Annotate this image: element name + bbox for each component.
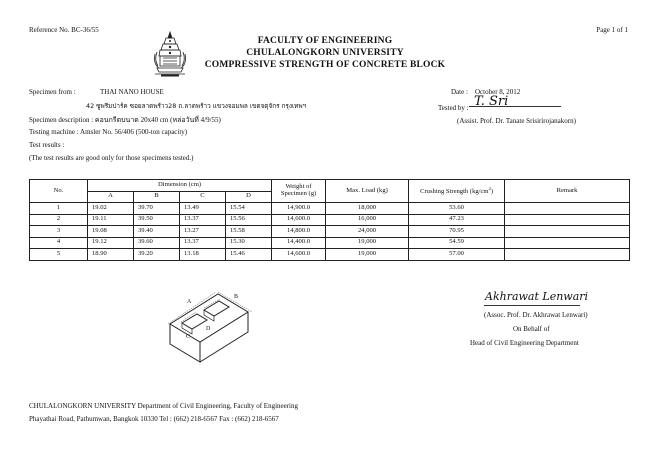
approver-signature: Akhrawat Lenwari xyxy=(485,290,589,303)
row-c: 13.49 xyxy=(180,203,226,215)
diagram-label-a: A xyxy=(187,299,192,305)
row-strength: 70.95 xyxy=(409,226,505,238)
row-d: 15.46 xyxy=(226,249,272,261)
row-load: 18,000 xyxy=(326,203,409,215)
header-a: A xyxy=(88,191,134,203)
tester-name: (Assist. Prof. Dr. Tanate Srisirirojanakorn) xyxy=(457,117,576,125)
header-crushing-strength xyxy=(409,180,505,203)
specimen-from-value: THAI NANO HOUSE xyxy=(100,88,164,96)
row-b: 39.40 xyxy=(134,226,180,238)
row-strength: 47.23 xyxy=(409,214,505,226)
row-d: 15.54 xyxy=(226,203,272,215)
specimen-from-label: Specimen from : xyxy=(29,88,76,96)
header-crushing-sup: 2 xyxy=(488,185,491,191)
row-remark xyxy=(505,249,630,261)
approver-signature-line xyxy=(484,305,580,306)
row-a: 18.90 xyxy=(88,249,134,261)
row-a: 19.11 xyxy=(88,214,134,226)
row-b: 39.50 xyxy=(134,214,180,226)
diagram-label-b: B xyxy=(234,294,239,300)
row-weight: 14,600.0 xyxy=(272,214,326,226)
header-dimension: Dimension (cm) xyxy=(88,180,272,192)
header-weight-line2: Specimen (g) xyxy=(280,190,317,197)
results-table xyxy=(29,179,630,261)
header-c: C xyxy=(180,191,226,203)
row-no: 3 xyxy=(30,226,88,238)
date-label: Date : xyxy=(451,88,468,96)
row-remark xyxy=(505,237,630,249)
row-load: 19,000 xyxy=(326,249,409,261)
row-d: 15.30 xyxy=(226,237,272,249)
row-b: 39.70 xyxy=(134,203,180,215)
row-c: 13.27 xyxy=(180,226,226,238)
row-c: 13.37 xyxy=(180,214,226,226)
approver-name: (Assoc. Prof. Dr. Akhrawat Lenwari) xyxy=(484,311,588,319)
row-no: 4 xyxy=(30,237,88,249)
concrete-block-diagram xyxy=(160,282,270,372)
footer-line1: CHULALONGKORN UNIVERSITY Department of Civil Engineering, Faculty of Engineering xyxy=(29,402,298,410)
footer-line2: Phayathai Road, Pathumwan, Bangkok 10330 Tel : (662) 218-6567 Fax : (662) 218-6567 xyxy=(29,415,279,423)
university-title: CHULALONGKORN UNIVERSITY xyxy=(246,48,404,58)
signature-line xyxy=(469,106,561,107)
tested-by-label: Tested by : xyxy=(438,104,469,112)
row-strength: 57.00 xyxy=(409,249,505,261)
specimen-address: 42 ซูพรีมปาร์ค ซอยลาดพร้าว28 ถ.ลาดพร้าว แขวงจอมพล เขตจตุจักร กรุงเทพฯ xyxy=(86,102,307,110)
diagram-label-d: D xyxy=(206,326,211,332)
row-weight: 14,400.0 xyxy=(272,237,326,249)
header-no: No. xyxy=(30,180,88,203)
row-b: 39.20 xyxy=(134,249,180,261)
row-load: 16,000 xyxy=(326,214,409,226)
department-head: Head of Civil Engineering Department xyxy=(470,339,579,347)
header-weight-line1: Weight of xyxy=(285,183,312,191)
row-d: 15.56 xyxy=(226,214,272,226)
header-weight xyxy=(272,180,326,203)
row-remark xyxy=(505,226,630,238)
header-d: D xyxy=(226,191,272,203)
row-no: 1 xyxy=(30,203,88,215)
table-row xyxy=(30,203,630,215)
table-row xyxy=(30,237,630,249)
test-results-label: Test results : xyxy=(29,141,65,149)
row-c: 13.37 xyxy=(180,237,226,249)
header-crushing-end: ) xyxy=(490,187,494,195)
table-row xyxy=(30,214,630,226)
row-load: 19,000 xyxy=(326,237,409,249)
table-row xyxy=(30,249,630,261)
row-remark xyxy=(505,214,630,226)
header-b: B xyxy=(134,191,180,203)
diagram-label-c: C xyxy=(186,334,191,340)
tester-signature: T. Sri xyxy=(474,94,509,109)
row-weight: 14,600.0 xyxy=(272,249,326,261)
date-value: October 8, 2012 xyxy=(475,88,521,96)
row-load: 24,000 xyxy=(326,226,409,238)
row-a: 19.12 xyxy=(88,237,134,249)
row-weight: 14,900.0 xyxy=(272,203,326,215)
table-row xyxy=(30,226,630,238)
faculty-title: FACULTY OF ENGINEERING xyxy=(257,36,393,46)
testing-machine: Testing machine : Amsler No. 56/406 (500-ton capacity) xyxy=(29,128,188,136)
on-behalf-of: On Behalf of xyxy=(513,325,550,333)
table-header-row xyxy=(30,180,630,192)
row-a: 19.08 xyxy=(88,226,134,238)
row-a: 19.02 xyxy=(88,203,134,215)
row-b: 39.60 xyxy=(134,237,180,249)
row-strength: 54.59 xyxy=(409,237,505,249)
row-c: 13.18 xyxy=(180,249,226,261)
specimen-description: Specimen description : คอนกรีตบนาด 20x40 cm (หล่อวันที่ 4/9/55) xyxy=(29,116,221,124)
header-max-load: Max. Load (kg) xyxy=(326,180,409,203)
reference-number: Reference No. BC-36/55 xyxy=(29,26,99,34)
page-number: Page 1 of 1 xyxy=(596,26,628,34)
header-remark: Remark xyxy=(505,180,630,203)
header-crushing-text: Crushing Strength (kg/cm xyxy=(420,187,489,195)
test-results-note: (The test results are good only for those specimens tested.) xyxy=(29,154,194,162)
row-no: 2 xyxy=(30,214,88,226)
row-d: 15.58 xyxy=(226,226,272,238)
row-weight: 14,800.0 xyxy=(272,226,326,238)
report-title: COMPRESSIVE STRENGTH OF CONCRETE BLOCK xyxy=(204,60,446,70)
row-strength: 53.60 xyxy=(409,203,505,215)
row-remark xyxy=(505,203,630,215)
row-no: 5 xyxy=(30,249,88,261)
